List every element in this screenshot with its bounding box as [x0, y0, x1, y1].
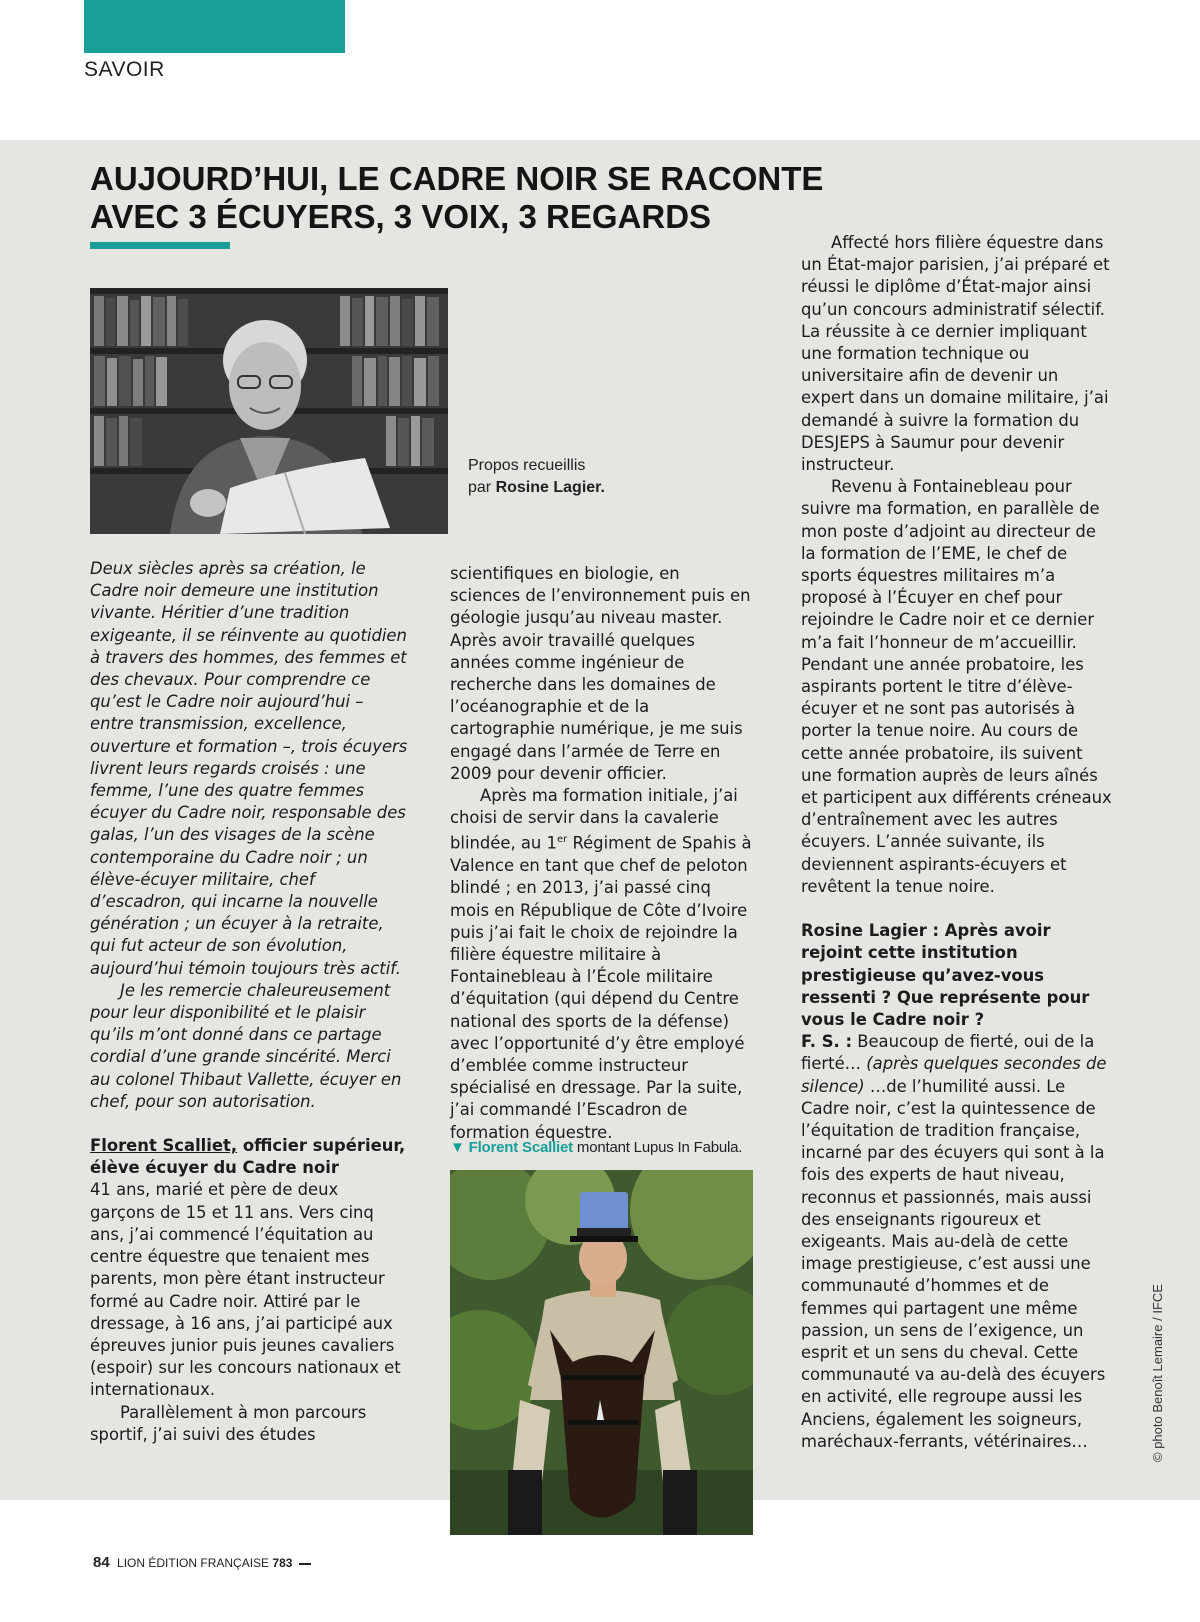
intro-paragraph-1: Deux siècles après sa création, le Cadre noir demeure une institution vivante. Héritier d’une tradition exigeante, il se réinvente au quotidien à travers des hommes, des femmes et des chevaux. Pour comprendre ce qu’est le Cadre noir aujourd’hui – entre transmission, excellence, ouverture et formation –, trois écuyers livrent leurs regards croisés : une femme, l’une des quatre femmes écuyer du Cadre noir, responsable des galas, l’un des visages de la scène contemporaine du Cadre noir ; un élève-écuyer militaire, chef d’escadron, qui incarne la nouvelle génération ; un écuyer à la retraite, qui fut acteur de son évolution, aujourd’hui témoin toujours très actif. [90, 559, 408, 978]
profile-paragraph-2: Parallèlement à mon parcours sportif, j’ai suivi des études [90, 1402, 367, 1444]
column-2 [450, 563, 754, 1144]
photo-credit: © photo Benoît Lemaire / IFCE [1150, 1284, 1165, 1462]
col2-p2-after: Régiment de Spahis à Valence en tant que chef de peloton blindé ; en 2013, j’ai passé cinq mois en République de Côte d’Ivoire puis j’ai fait le choix de rejoindre la filière équestre militaire à Fontainebleau à l’École militaire d’équitation (qui dépend du Centre national des sports de la défense) avec l’opportunité d’y être employé d’emblée comme instructeur spécialisé en dressage. Par la suite, j’ai commandé l’Escadron de formation équestre. [450, 833, 752, 1142]
credit-line-2 [468, 477, 605, 499]
article-title [90, 160, 850, 236]
rider-illustration [450, 1170, 753, 1535]
col2-p2-sup: er [556, 834, 568, 846]
col2-paragraph-1: scientifiques en biologie, en sciences de l’environnement puis en géologie jusqu’au niveau master. Après avoir travaillé quelques années comme ingénieur de recherche dans les domaines de l’océanographie et de la cartographie numérique, je me suis engagé dans l’armée de Terre en 2009 pour devenir officier. [450, 564, 751, 783]
header-accent-bar [84, 0, 345, 53]
profile-heading [90, 1135, 408, 1179]
column-1 [90, 558, 408, 1446]
issue-number: 783 [272, 1556, 293, 1570]
photo-caption [450, 1139, 742, 1156]
page-footer [93, 1554, 311, 1571]
section-label: SAVOIR [84, 58, 165, 81]
caption-name: Florent Scalliet [468, 1139, 573, 1156]
credit-prefix: par [468, 479, 496, 496]
profile-name: Florent Scalliet, [90, 1136, 238, 1156]
answer-italic: (après quelques secondes de silence) [801, 1054, 1107, 1096]
portrait-illustration [90, 288, 448, 534]
interview-credit [468, 455, 605, 499]
col3-paragraph-2: Revenu à Fontainebleau pour suivre ma formation, en parallèle de mon poste d’adjoint au directeur de la formation de l’EME, le chef de sports équestres militaires m’a proposé à l’Écuyer en chef pour rejoindre le Cadre noir et ce dernier m’a fait l’honneur de m’accueillir. Pendant une année probatoire, les aspirants portent le titre d’élève-écuyer et ne sont pas autorisés à porter la tenue noire. Au cours de cette année probatoire, ils suivent une formation auprès de leurs aînés et participent aux différents créneaux d’entraînement avec les autres écuyers. L’année suivante, ils deviennent aspirants-écuyers et revêtent la tenue noire. [801, 477, 1112, 896]
caption-rest: montant Lupus In Fabula. [572, 1139, 743, 1156]
profile-role: officier supérieur, élève écuyer du Cadre noir [90, 1136, 406, 1178]
answer-label: F. S. : [801, 1032, 853, 1052]
credit-line-1: Propos recueillis [468, 457, 586, 474]
title-line-2: AVEC 3 ÉCUYERS, 3 VOIX, 3 REGARDS [90, 198, 712, 235]
col2-p2-before: Après ma formation initiale, j’ai choisi de servir dans la cavalerie blindée, au 1 [450, 786, 738, 853]
col3-paragraph-1: Affecté hors filière équestre dans un État-major parisien, j’ai préparé et réussi le diplôme d’État-major ainsi qu’un concours administratif sélectif. La réussite à ce dernier impliquant une formation technique ou universitaire afin de devenir un expert dans un domaine militaire, j’ai demandé à suivre la formation du DESJEPS à Saumur pour devenir instructeur. [801, 233, 1110, 475]
column-3 [801, 232, 1113, 1453]
down-triangle-icon: ▼ [450, 1139, 465, 1156]
profile-paragraph-1: 41 ans, marié et père de deux garçons de 15 et 11 ans. Vers cinq ans, j’ai commencé l’équitation au centre équestre que tenaient mes parents, mon père étant instructeur formé au Cadre noir. Attiré par le dressage, à 16 ans, j’ai participé aux épreuves junior puis jeunes cavaliers (espoir) sur les concours nationaux et internationaux. [90, 1180, 401, 1400]
footer-dash [299, 1563, 311, 1565]
interview-answer [801, 1031, 1113, 1453]
title-line-1: AUJOURD’HUI, LE CADRE NOIR SE RACONTE [90, 160, 824, 197]
rider-photo [450, 1170, 753, 1535]
interview-question: Rosine Lagier : Après avoir rejoint cette institution prestigieuse qu’avez-vous ressenti ? Que représente pour vous le Cadre noir ? [801, 921, 1090, 1029]
title-underline-accent [90, 242, 230, 249]
answer-part-a: Beaucoup de fierté, oui de la fierté… [801, 1032, 1095, 1074]
credit-author: Rosine Lagier. [495, 479, 605, 496]
portrait-photo [90, 288, 448, 534]
answer-part-b: …de l’humilité aussi. Le Cadre noir, c’est la quintessence de l’équitation de tradition française, incarné par des écuyers qui sont à la fois des experts de haut niveau, reconnus et passionnés, mais aussi des enseignants rigoureux et exigeants. Mais au-delà de cette image prestigieuse, c’est aussi une communauté d’hommes et de femmes qui partagent une même passion, un sens de l’exigence, un esprit et un sens du cheval. Cette communauté va au-delà des écuyers en activité, elle regroupe aussi les Anciens, également les soigneurs, maréchaux-ferrants, vétérinaires… [801, 1076, 1106, 1451]
page-number: 84 [93, 1554, 110, 1571]
intro-paragraph-2: Je les remercie chaleureusement pour leur disponibilité et le plaisir qu’ils m’ont donné dans ce partage cordial d’une grande sincérité. Merci au colonel Thibaut Vallette, écuyer en chef, pour son autorisation. [90, 980, 402, 1111]
col2-paragraph-2 [450, 785, 754, 1144]
publication-name: LION ÉDITION FRANÇAISE [117, 1556, 270, 1570]
